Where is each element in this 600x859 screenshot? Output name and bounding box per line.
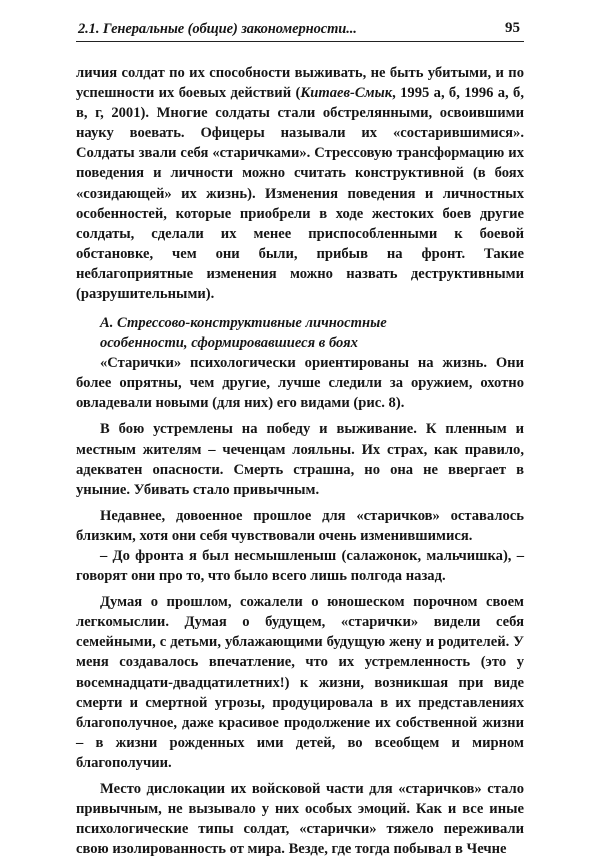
section-subheading	[76, 314, 524, 353]
citation-author: Китаев-Смык	[300, 85, 393, 102]
subheading-line-1: А. Стрессово-конструктивные личностные	[100, 315, 387, 332]
running-header	[76, 19, 524, 42]
paragraph-7: Место дислокации их войсковой части для «старичков» стало привычным, не вызывало у них особых эмоций. Как и все иные психологические типы солдат, «старички» тяжело переживали свою изолированность от мира. Везде, где тогда побывал в Чечне	[76, 781, 524, 858]
book-page	[76, 0, 525, 858]
chapter-title: 2.1. Генеральные (общие) закономерности...	[78, 21, 357, 37]
paragraph-5: – До фронта я был несмышленыш (салажонок, мальчишка), – говорят они про то, что было всего лишь полгода назад.	[76, 547, 524, 585]
page-number: 95	[505, 20, 520, 36]
body-text	[76, 63, 524, 859]
paragraph-6: Думая о прошлом, сожалели о юношеском порочном своем легкомыслии. Думая о будущем, «старички» видели себя семейными, с детьми, ублажающими будущую жену и родителей. У меня создавалось впечатление, что их устремленность (это у восемнадцати-двадцатилетних!) к жизни, возникшая при виде смерти и смертной угрозы, продуцировала в их представлениях благополучное, даже красивое продолжение их собственной жизни – в жизни рожденных ими детей, во всеобщем и мирном благополучии.	[76, 594, 524, 771]
paragraph-2: «Старички» психологически ориентированы на жизнь. Они более опрятны, чем другие, лучше следили за оружием, охотно овладевали новыми (для них) его видами (рис. 8).	[76, 355, 524, 412]
paragraph-1: личия солдат по их способности выживать, не быть убитыми, и по успешности их боевых действий (Китаев-Смык, 1995 а, б, 1996 а, б, в, г, 2001). Многие солдаты стали обстрелянными, освоившими науку воевать. Офицеры называли их «состарившимися». Солдаты звали себя «старичками». Стрессовую трансформацию их поведения и личности можно считать конструктивной (в боях «созидающей» их жизнь). Изменения поведения и личностных особенностей, которые приобрели в ходе жестоких боев другие солдаты, сделали их менее приспособленными к боевой обстановке, чем они были, прибыв на фронт. Такие неблагоприятные изменения можно назвать деструктивными (разрушительными).	[76, 65, 525, 303]
subheading-line-2: особенности, сформировавшиеся в боях	[100, 334, 358, 351]
paragraph-3: В бою устремлены на победу и выживание. К пленным и местным жителям – чеченцам лояльны. Их страх, как правило, адекватен опасности. Смерть страшна, но она не ввергает в уныние. Убивать стало привычным.	[76, 421, 524, 498]
lead-term: «Старички»	[100, 355, 182, 372]
paragraph-4: Недавнее, довоенное прошлое для «старичков» оставалось близким, хотя они себя чувствовали очень изменившимися.	[76, 507, 524, 544]
